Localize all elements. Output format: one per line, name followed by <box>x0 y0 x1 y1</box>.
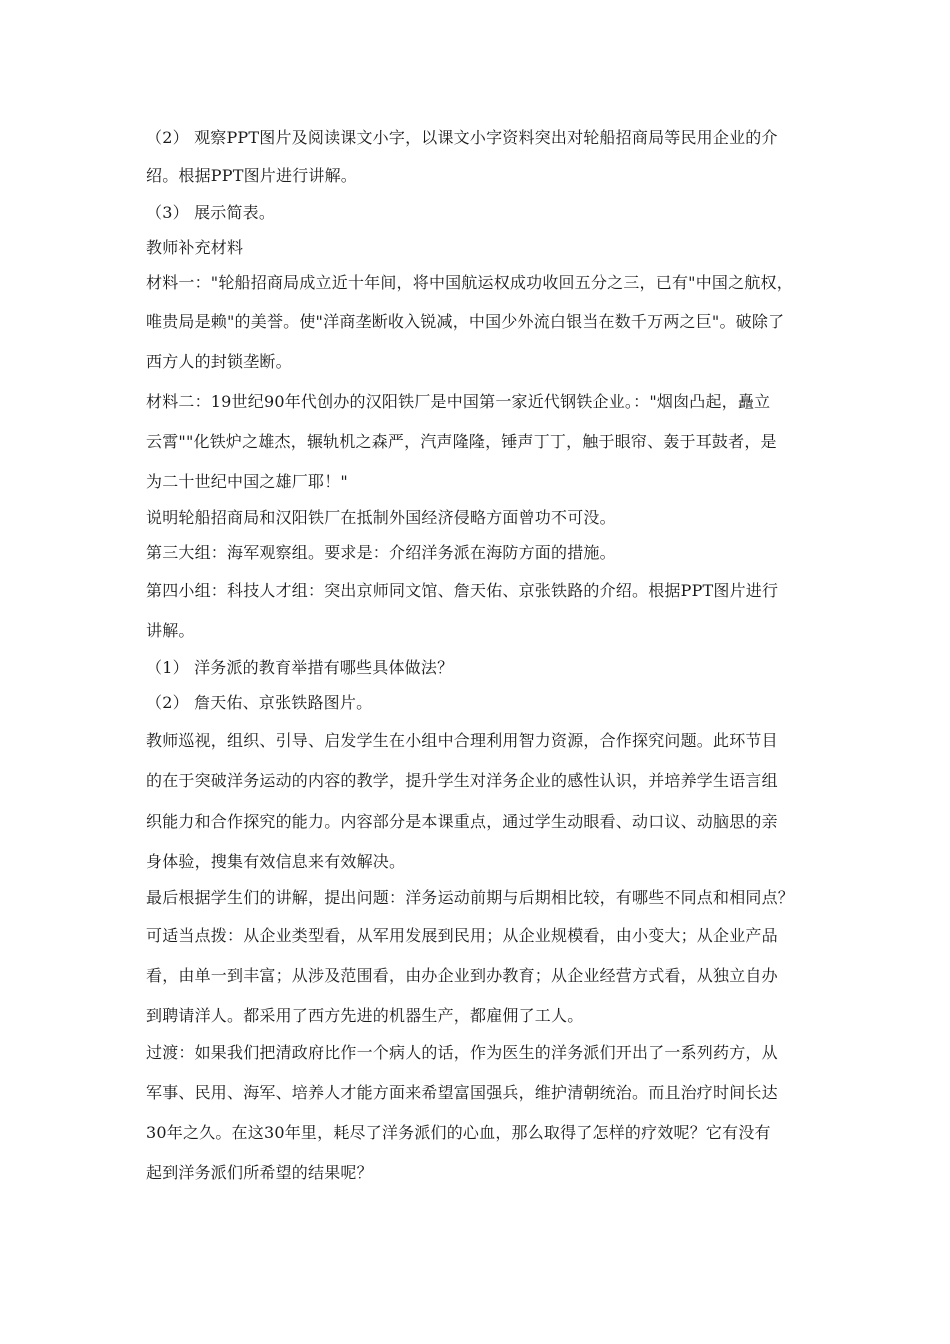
text-line: 到聘请洋人。都采用了西方先进的机器生产，都雇佣了工人。 <box>146 1006 584 1025</box>
text-line: 第三大组：海军观察组。要求是：介绍洋务派在海防方面的措施。 <box>146 543 616 562</box>
text-line: 材料二：19世纪90年代创办的汉阳铁厂是中国第一家近代钢铁企业。："烟囱凸起，矗立 <box>146 392 771 411</box>
text-line: 教师巡视，组织、引导、启发学生在小组中合理利用智力资源，合作探究问题。此环节目 <box>146 731 778 750</box>
text-line: 过渡：如果我们把清政府比作一个病人的话，作为医生的洋务派们开出了一系列药方，从 <box>146 1043 778 1062</box>
text-line: 西方人的封锁垄断。 <box>146 352 292 371</box>
text-line: 绍。根据PPT图片进行讲解。 <box>146 166 358 185</box>
text-line: （2） 詹天佑、京张铁路图片。 <box>146 693 373 712</box>
text-line: 云霄""化铁炉之雄杰，辗轨机之森严，汽声隆隆，锤声丁丁，触于眼帘、轰于耳鼓者，是 <box>146 432 777 451</box>
text-line: 起到洋务派们所希望的结果呢？ <box>146 1163 373 1182</box>
text-line: 的在于突破洋务运动的内容的教学，提升学生对洋务企业的感性认识，并培养学生语言组 <box>146 771 778 790</box>
text-line: （3） 展示简表。 <box>146 203 276 222</box>
text-line: 讲解。 <box>146 621 195 640</box>
text-line: 说明轮船招商局和汉阳铁厂在抵制外国经济侵略方面曾功不可没。 <box>146 508 616 527</box>
text-line: 看，由单一到丰富；从涉及范围看，由办企业到办教育；从企业经营方式看，从独立自办 <box>146 966 778 985</box>
text-line: 军事、民用、海军、培养人才能方面来希望富国强兵，维护清朝统治。而且治疗时间长达 <box>146 1083 778 1102</box>
text-line: （2） 观察PPT图片及阅读课文小字，以课文小字资料突出对轮船招商局等民用企业的介 <box>146 128 778 147</box>
text-line: 身体验，搜集有效信息来有效解决。 <box>146 852 406 871</box>
text-line: 可适当点拨：从企业类型看，从军用发展到民用；从企业规模看，由小变大；从企业产品 <box>146 926 778 945</box>
text-line: 材料一："轮船招商局成立近十年间，将中国航运权成功收回五分之三，已有"中国之航权， <box>146 273 793 292</box>
text-line: 第四小组：科技人才组：突出京师同文馆、詹天佑、京张铁路的介绍。根据PPT图片进行 <box>146 581 779 600</box>
text-line: （1） 洋务派的教育举措有哪些具体做法？ <box>146 658 454 677</box>
text-line: 教师补充材料 <box>146 238 244 257</box>
text-line: 唯贵局是赖"的美誉。使"洋商垄断收入锐减，中国少外流白银当在数千万两之巨"。破除了 <box>146 312 785 331</box>
text-line: 织能力和合作探究的能力。内容部分是本课重点，通过学生动眼看、动口议、动脑思的亲 <box>146 812 778 831</box>
text-line: 最后根据学生们的讲解，提出问题：洋务运动前期与后期相比较，有哪些不同点和相同点？ <box>146 888 795 907</box>
text-line: 30年之久。在这30年里，耗尽了洋务派们的心血，那么取得了怎样的疗效呢？它有没有 <box>146 1123 771 1142</box>
text-line: 为二十世纪中国之雄厂耶！" <box>146 472 348 491</box>
